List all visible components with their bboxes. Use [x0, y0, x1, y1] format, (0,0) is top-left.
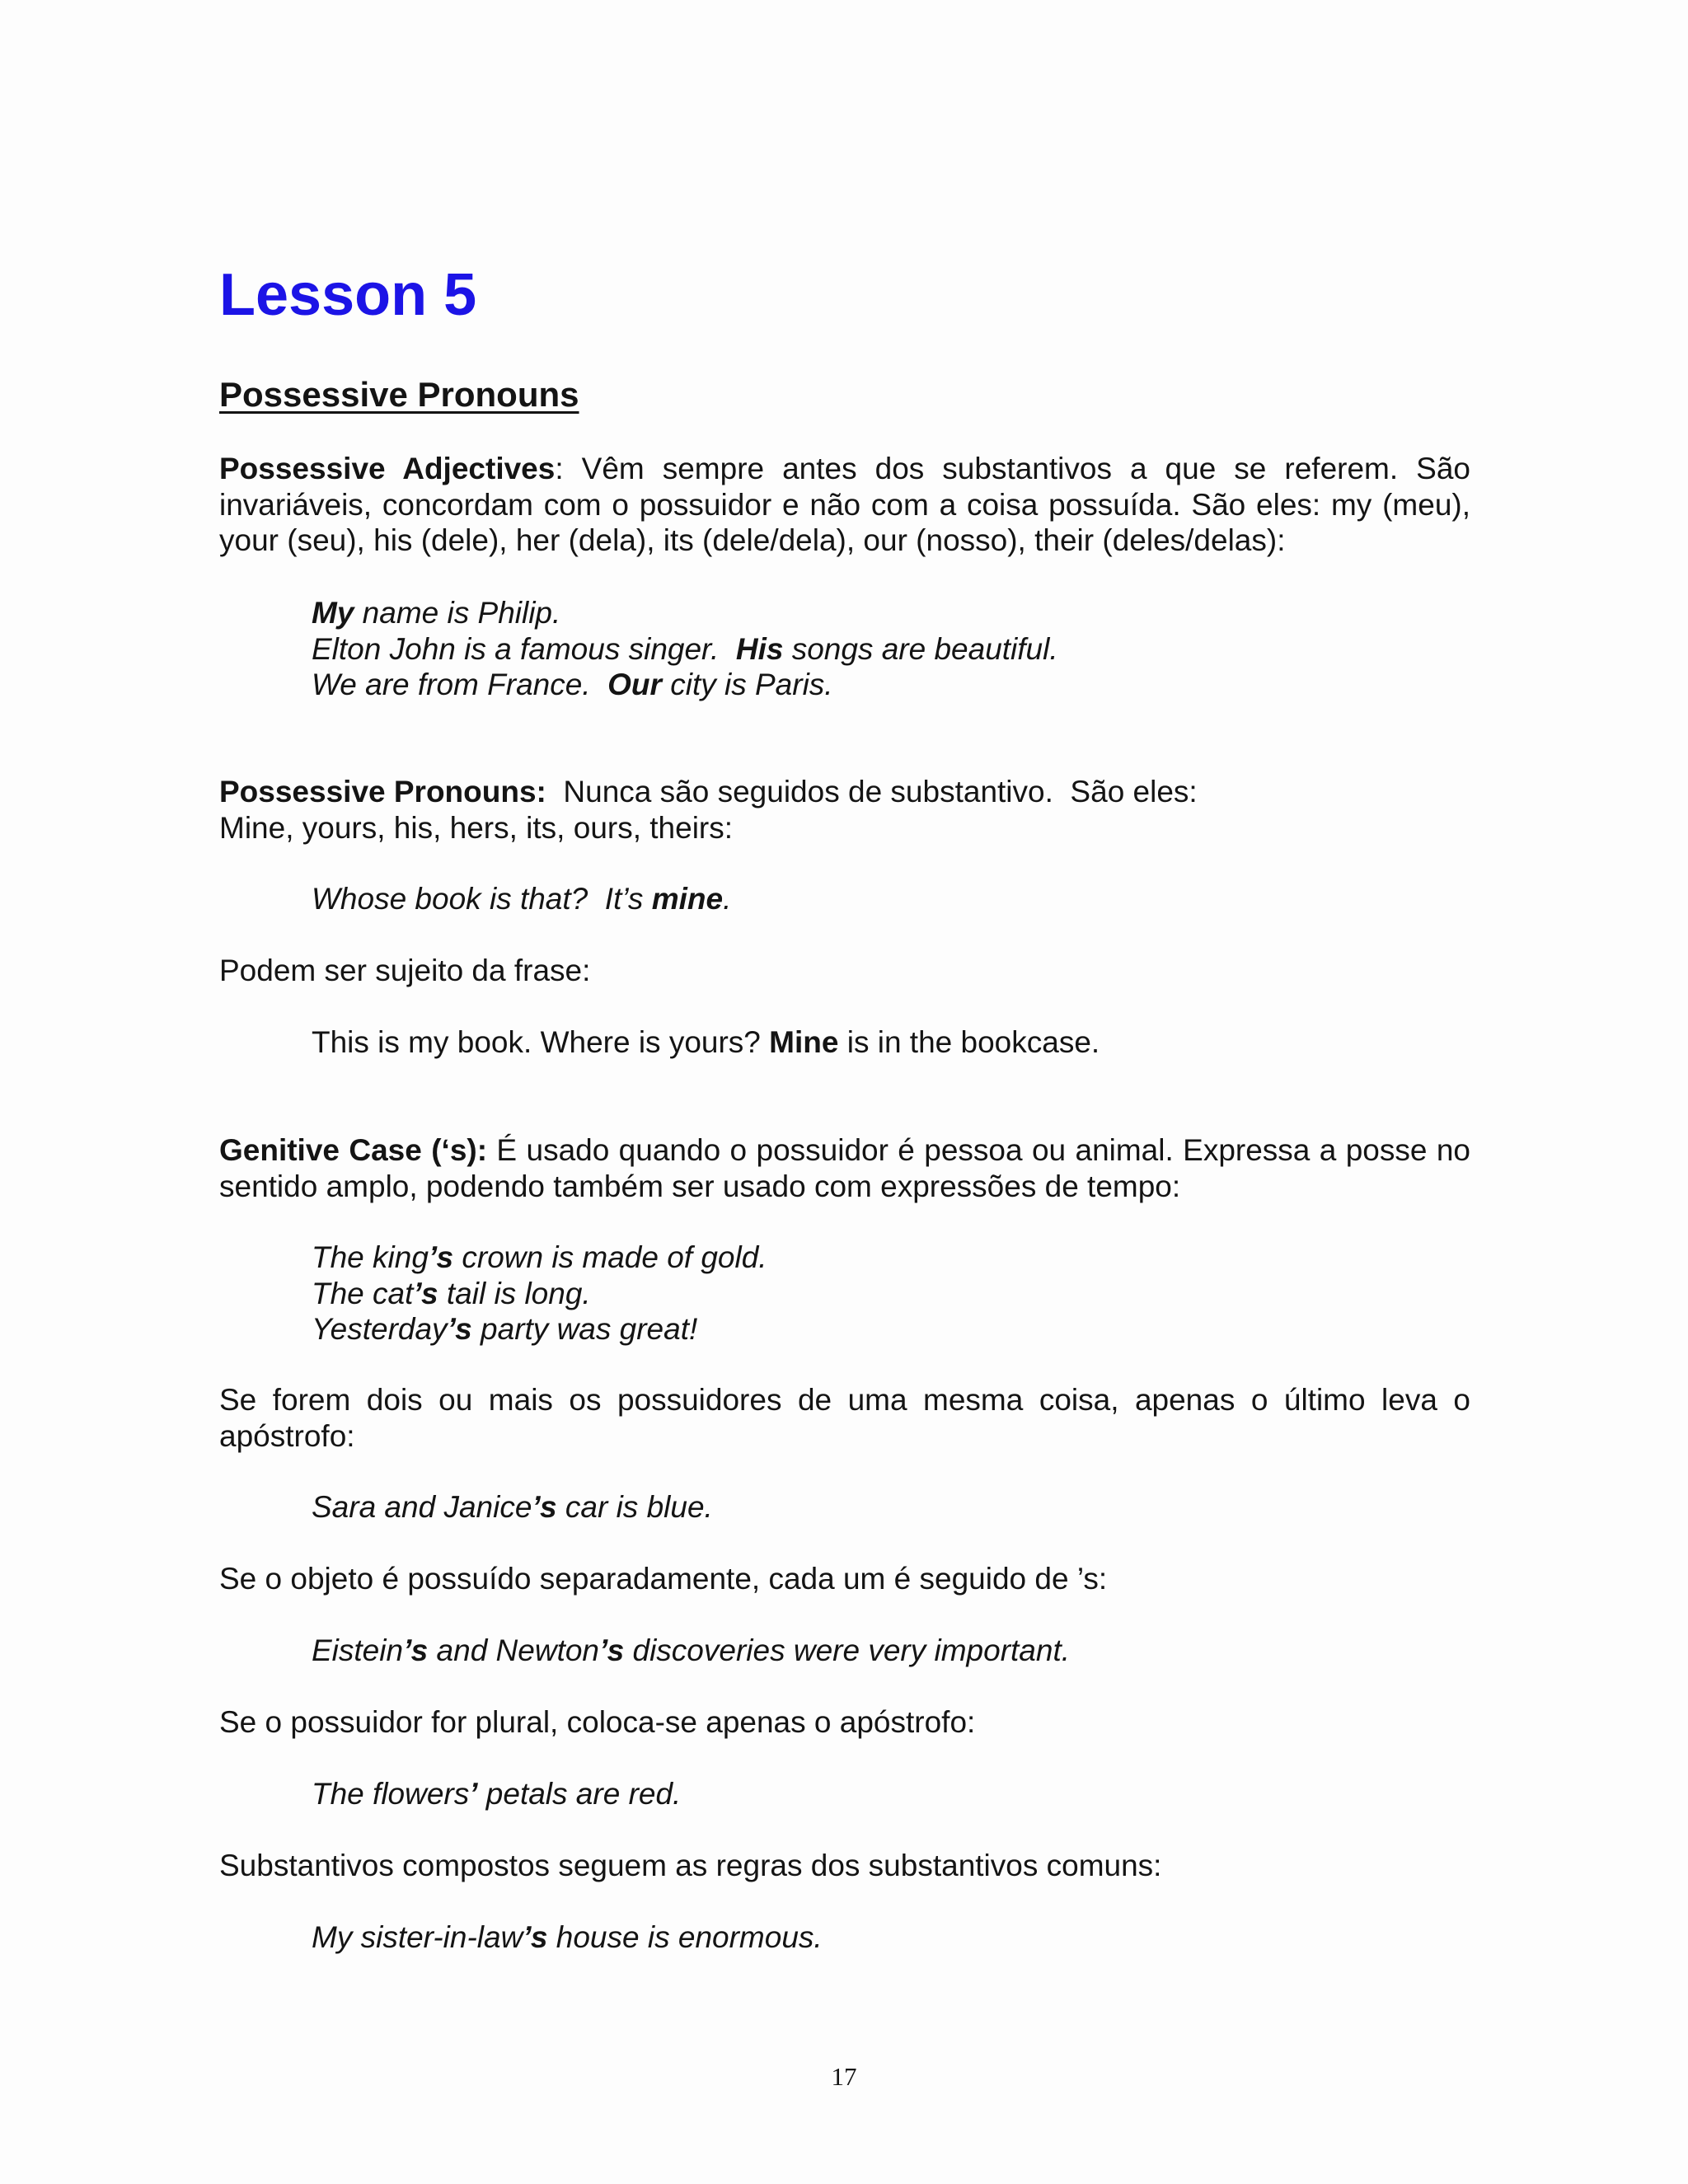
subject-note: Podem ser sujeito da frase:: [219, 954, 591, 987]
separate-ownership-example: [312, 1633, 1070, 1669]
example-line: [312, 1633, 1070, 1669]
multiple-owners-note: Se forem dois ou mais os possuidores de uma mesma coisa, apenas o último leva o apóstrofo:: [219, 1383, 1470, 1453]
example-text: is in the bookcase.: [838, 1025, 1100, 1059]
genitive-case-term: Genitive Case (‘s):: [219, 1133, 488, 1167]
example-text: Eistein: [312, 1633, 404, 1667]
example-line: [312, 1311, 767, 1347]
lesson-title: Lesson 5: [219, 262, 477, 328]
possessive-pronouns-example: [312, 881, 731, 917]
example-text: Yesterday: [312, 1312, 448, 1346]
example-text: This is my book. Where is yours?: [312, 1025, 770, 1059]
example-bold: Our: [607, 668, 662, 701]
example-text: house is enormous.: [547, 1920, 823, 1954]
example-text: songs are beautiful.: [783, 631, 1058, 666]
example-text: Elton John is a famous singer.: [312, 631, 736, 666]
example-line: [312, 1919, 823, 1956]
example-line: [312, 1776, 681, 1812]
example-bold: ’s: [447, 1312, 472, 1346]
possessive-adjectives-paragraph: [219, 451, 1470, 559]
compound-nouns-example: [312, 1919, 823, 1956]
possessive-adjectives-term: Possessive Adjectives: [219, 452, 556, 485]
example-text: .: [723, 882, 732, 916]
example-text: The king: [312, 1240, 429, 1274]
multiple-owners-example: [312, 1489, 713, 1526]
possessive-pronouns-list: Mine, yours, his, hers, its, ours, theirs:: [219, 810, 734, 845]
example-line: [312, 595, 1058, 631]
example-bold: ’s: [523, 1920, 548, 1954]
example-bold: ’s: [413, 1276, 438, 1310]
possessive-adjectives-examples: [312, 595, 1058, 703]
example-text: My sister-in-law: [312, 1920, 523, 1954]
example-line: [312, 631, 1058, 668]
section-title: Possessive Pronouns: [219, 375, 579, 414]
possessive-adjectives-colon: :: [555, 452, 564, 485]
example-text: and Newton: [428, 1633, 600, 1667]
example-bold: mine: [651, 882, 724, 916]
example-text: Sara and Janice: [312, 1490, 532, 1524]
example-bold: My: [312, 596, 354, 630]
genitive-case-text: É usado quando o possuidor é pessoa ou animal. Expressa a posse no sentido amplo, podendo também ser usado com expressões de tempo:: [219, 1133, 1470, 1203]
subject-example: [312, 1024, 1100, 1061]
example-bold: ’s: [532, 1490, 557, 1524]
possessive-pronouns-term: Possessive Pronouns:: [219, 775, 546, 808]
example-line: [312, 881, 731, 917]
example-text: Whose book is that? It’s: [312, 882, 652, 916]
example-bold: ’s: [403, 1633, 429, 1667]
example-bold: Mine: [769, 1025, 839, 1059]
example-line: [312, 1276, 767, 1312]
genitive-case-paragraph: [219, 1132, 1470, 1204]
example-text: car is blue.: [556, 1490, 713, 1524]
example-line: [312, 667, 1058, 703]
example-bold: ’s: [428, 1240, 454, 1274]
example-line: [312, 1489, 713, 1526]
example-text: party was great!: [471, 1312, 698, 1346]
plural-owner-note: Se o possuidor for plural, coloca-se apenas o apóstrofo:: [219, 1705, 976, 1739]
example-bold: ’s: [599, 1633, 625, 1667]
example-text: The flowers: [312, 1777, 470, 1811]
example-text: city is Paris.: [661, 668, 833, 701]
example-bold: ’: [469, 1777, 478, 1811]
example-text: crown is made of gold.: [453, 1240, 767, 1274]
example-text: We are from France.: [312, 668, 608, 701]
possessive-adjectives-text: Vêm sempre antes dos substantivos a que se referem. São invariáveis, concordam com o possuidor e não com a coisa possuída. São eles: my (meu), your (seu), his (dele), her (dela), its (dele/dela), our (nosso), their (deles/delas):: [219, 452, 1470, 557]
example-text: petals are red.: [477, 1777, 682, 1811]
compound-nouns-note: Substantivos compostos seguem as regras dos substantivos comuns:: [219, 1849, 1162, 1882]
genitive-case-examples: [312, 1240, 767, 1347]
plural-owner-example: [312, 1776, 681, 1812]
example-text: The cat: [312, 1276, 414, 1310]
example-bold: His: [735, 631, 784, 666]
possessive-pronouns-paragraph: [219, 774, 1470, 846]
separate-ownership-note: Se o objeto é possuído separadamente, cada um é seguido de ’s:: [219, 1562, 1108, 1596]
page-number: 17: [831, 2062, 857, 2091]
example-text: tail is long.: [438, 1276, 591, 1310]
possessive-pronouns-text: Nunca são seguidos de substantivo. São eles:: [546, 775, 1198, 808]
example-text: discoveries were very important.: [624, 1633, 1071, 1667]
example-line: [312, 1024, 1100, 1061]
example-line: [312, 1240, 767, 1276]
example-text: name is Philip.: [354, 596, 561, 630]
